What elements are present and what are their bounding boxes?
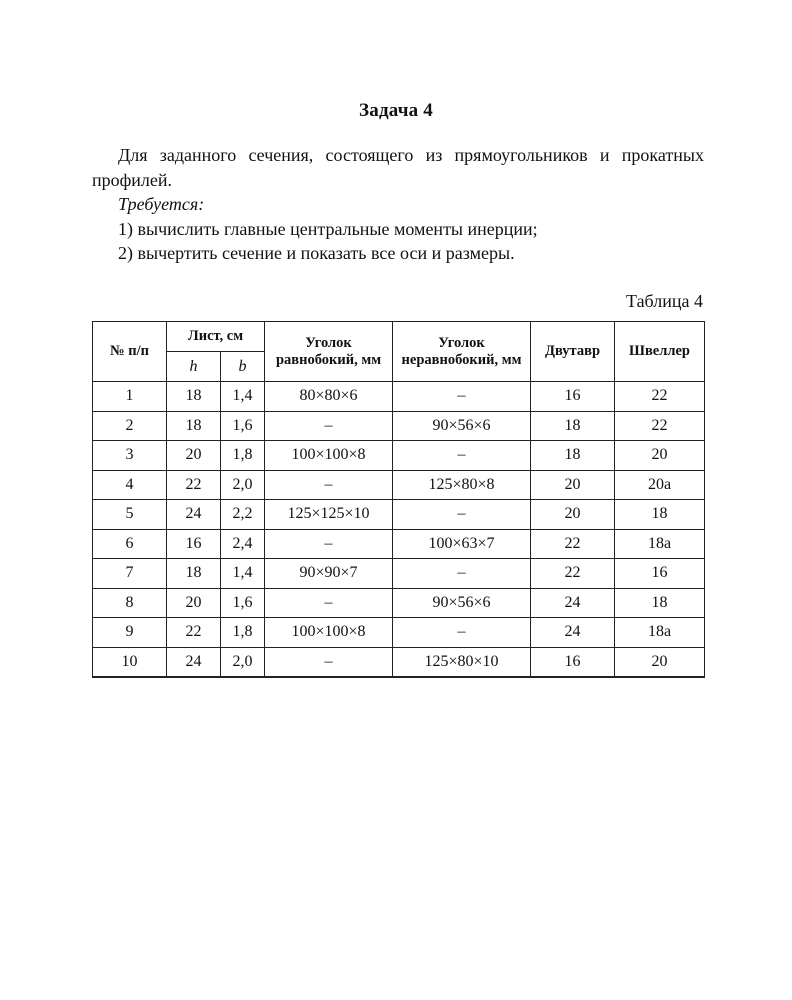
task-item-1: 1) вычислить главные центральные моменты инерции; [118,218,538,239]
cell-b: 1,4 [221,382,265,412]
cell-b: 2,0 [221,647,265,677]
cell-channel: 20а [615,470,705,500]
cell-h: 22 [167,470,221,500]
table-row [93,470,705,500]
cell-b: 2,2 [221,500,265,530]
header-ibeam: Двутавр [531,322,615,382]
header-unequal-angle: Уголок неравнобокий, мм [393,322,531,382]
cell-b: 2,4 [221,529,265,559]
data-table [92,321,705,678]
task-item-2: 2) вычертить сечение и показать все оси и размеры. [118,243,515,263]
cell-channel: 22 [615,411,705,441]
cell-unequal-angle: – [393,382,531,412]
cell-h: 24 [167,647,221,677]
cell-number: 4 [93,470,167,500]
cell-number: 9 [93,618,167,648]
cell-channel: 20 [615,647,705,677]
cell-ibeam: 24 [531,588,615,618]
table-row [93,618,705,648]
table-row [93,382,705,412]
table-row [93,500,705,530]
cell-equal-angle: 90×90×7 [265,559,393,589]
cell-ibeam: 22 [531,559,615,589]
problem-text [92,143,704,266]
cell-ibeam: 18 [531,441,615,471]
required-label: Требуется: [118,194,205,214]
header-equal-angle: Уголок равнобокий, мм [265,322,393,382]
cell-number: 3 [93,441,167,471]
cell-unequal-angle: – [393,618,531,648]
table-row [93,529,705,559]
cell-b: 2,0 [221,470,265,500]
table-row [93,411,705,441]
cell-unequal-angle: 125×80×8 [393,470,531,500]
cell-ibeam: 16 [531,647,615,677]
cell-number: 1 [93,382,167,412]
cell-ibeam: 24 [531,618,615,648]
cell-channel: 18 [615,500,705,530]
cell-ibeam: 20 [531,470,615,500]
cell-ibeam: 16 [531,382,615,412]
cell-channel: 16 [615,559,705,589]
cell-equal-angle: 125×125×10 [265,500,393,530]
cell-h: 18 [167,382,221,412]
table-row [93,647,705,677]
cell-b: 1,8 [221,441,265,471]
table-row [93,588,705,618]
cell-ibeam: 18 [531,411,615,441]
cell-equal-angle: 100×100×8 [265,441,393,471]
table-row [93,441,705,471]
cell-number: 2 [93,411,167,441]
header-sheet: Лист, см [167,322,265,352]
cell-channel: 22 [615,382,705,412]
header-h: h [167,352,221,382]
cell-unequal-angle: – [393,559,531,589]
cell-channel: 18а [615,618,705,648]
cell-equal-angle: – [265,411,393,441]
cell-h: 18 [167,411,221,441]
cell-b: 1,8 [221,618,265,648]
cell-b: 1,6 [221,588,265,618]
cell-number: 10 [93,647,167,677]
cell-channel: 20 [615,441,705,471]
cell-unequal-angle: 90×56×6 [393,588,531,618]
cell-equal-angle: – [265,470,393,500]
intro-paragraph: Для заданного сечения, состоящего из прямоугольников и прокатных профилей. [92,145,704,190]
cell-unequal-angle: – [393,500,531,530]
cell-unequal-angle: 125×80×10 [393,647,531,677]
cell-number: 7 [93,559,167,589]
cell-unequal-angle: 100×63×7 [393,529,531,559]
cell-channel: 18а [615,529,705,559]
cell-h: 22 [167,618,221,648]
cell-h: 20 [167,441,221,471]
header-channel: Швеллер [615,322,705,382]
cell-equal-angle: 100×100×8 [265,618,393,648]
cell-ibeam: 22 [531,529,615,559]
table-row [93,559,705,589]
cell-ibeam: 20 [531,500,615,530]
cell-equal-angle: 80×80×6 [265,382,393,412]
cell-unequal-angle: 90×56×6 [393,411,531,441]
cell-number: 5 [93,500,167,530]
cell-equal-angle: – [265,529,393,559]
cell-number: 8 [93,588,167,618]
cell-h: 24 [167,500,221,530]
cell-equal-angle: – [265,588,393,618]
header-number: № п/п [93,322,167,382]
cell-channel: 18 [615,588,705,618]
page-title: Задача 4 [359,100,433,121]
cell-b: 1,4 [221,559,265,589]
cell-h: 20 [167,588,221,618]
table-body [93,382,705,678]
cell-number: 6 [93,529,167,559]
cell-equal-angle: – [265,647,393,677]
cell-b: 1,6 [221,411,265,441]
header-b: b [221,352,265,382]
cell-h: 16 [167,529,221,559]
table-caption: Таблица 4 [626,291,703,311]
cell-h: 18 [167,559,221,589]
cell-unequal-angle: – [393,441,531,471]
